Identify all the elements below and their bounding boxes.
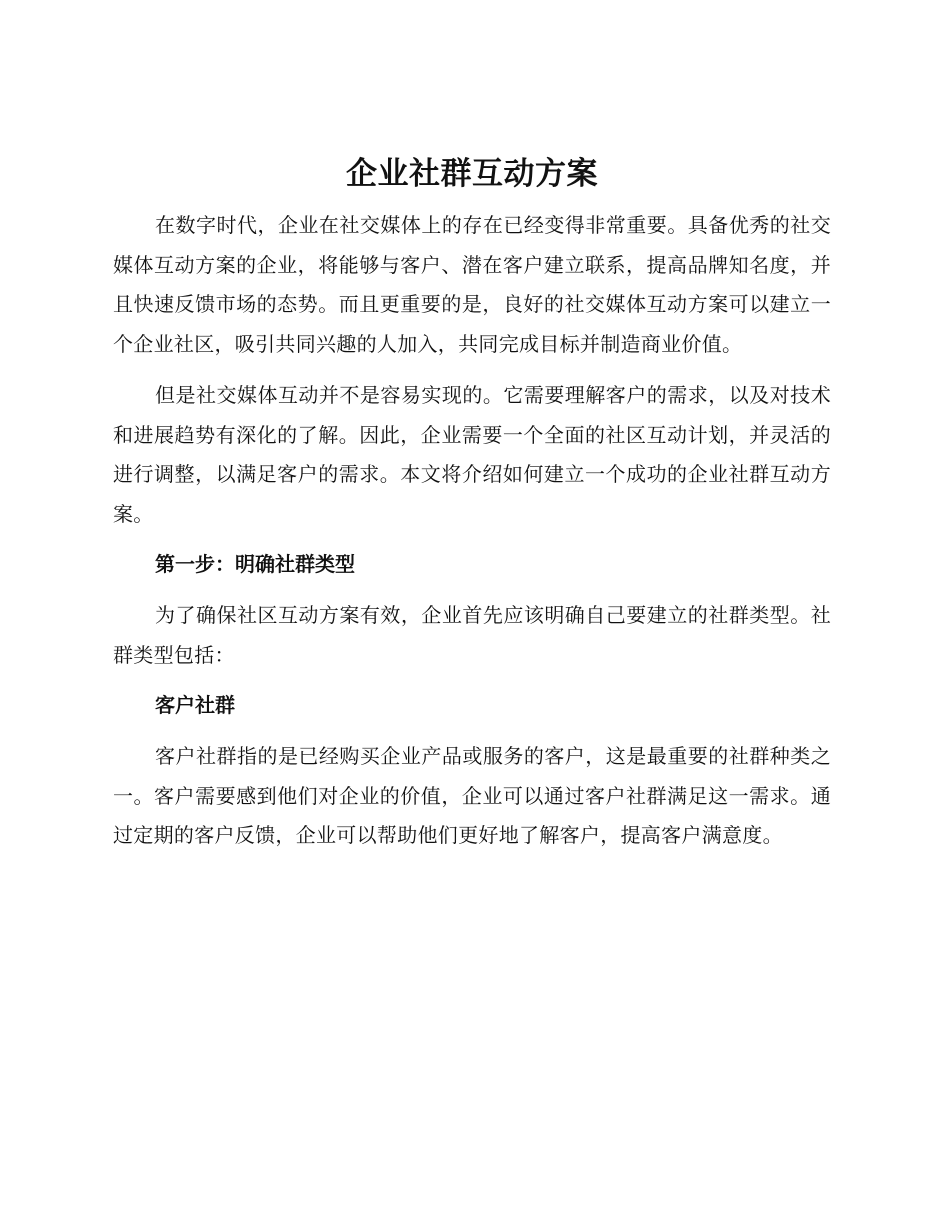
community-types-paragraph: 为了确保社区互动方案有效，企业首先应该明确自己要建立的社群类型。社群类型包括： xyxy=(113,603,831,667)
challenge-paragraph: 但是社交媒体互动并不是容易实现的。它需要理解客户的需求，以及对技术和进展趋势有深化的了解。因此，企业需要一个全面的社区互动计划，并灵活的进行调整，以满足客户的需求。本文将介绍如何建立一个成功的企业社群互动方案。 xyxy=(113,383,831,526)
step-1-heading: 第一步：明确社群类型 xyxy=(155,552,355,576)
document-title: 企业社群互动方案 xyxy=(346,156,598,192)
intro-paragraph: 在数字时代，企业在社交媒体上的存在已经变得非常重要。具备优秀的社交媒体互动方案的企业，将能够与客户、潜在客户建立联系，提高品牌知名度，并且快速反馈市场的态势。而且更重要的是，良好的社交媒体互动方案可以建立一个企业社区，吸引共同兴趣的人加入，共同完成目标并制造商业价值。 xyxy=(113,213,831,356)
customer-community-heading: 客户社群 xyxy=(155,693,235,717)
customer-community-paragraph: 客户社群指的是已经购买企业产品或服务的客户，这是最重要的社群种类之一。客户需要感到他们对企业的价值，企业可以通过客户社群满足这一需求。通过定期的客户反馈，企业可以帮助他们更好地了解客户，提高客户满意度。 xyxy=(113,744,831,847)
document-page xyxy=(113,148,831,868)
